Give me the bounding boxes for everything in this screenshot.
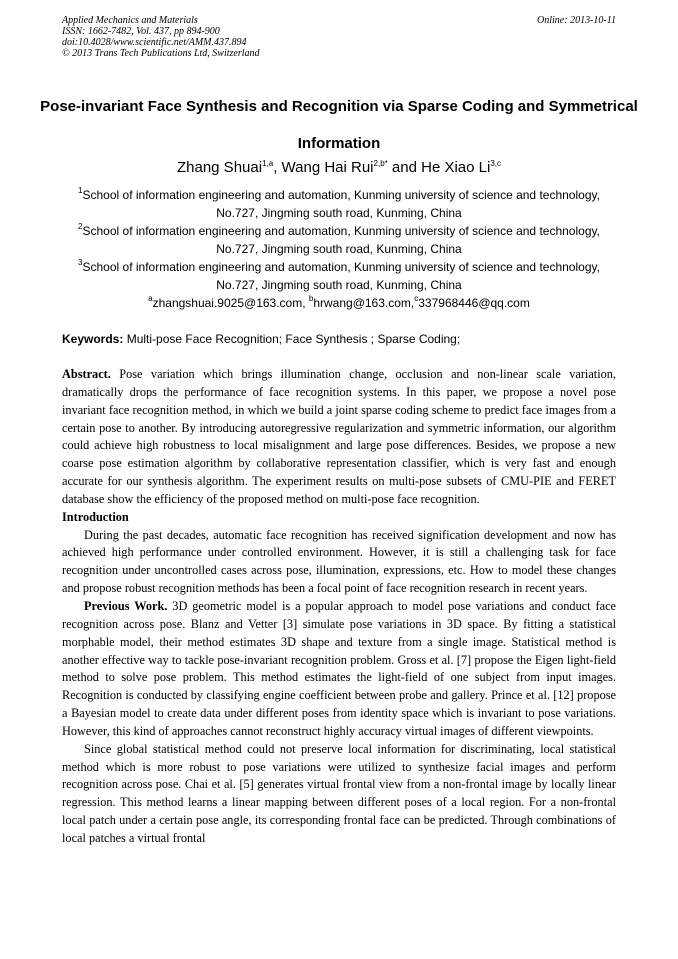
- affiliation-address: No.727, Jingming south road, Kunming, China: [216, 242, 462, 256]
- abstract: [62, 366, 616, 509]
- email-superscript: c: [414, 294, 419, 303]
- affiliation-address: No.727, Jingming south road, Kunming, China: [216, 278, 462, 292]
- affiliation-3: [58, 258, 620, 294]
- journal-name: Applied Mechanics and Materials: [62, 15, 198, 26]
- email-superscript: b: [308, 294, 314, 303]
- email-list: [40, 294, 638, 312]
- affiliation-line: $^1$School of information engineering and automation, Kunming university of science and technology,: [78, 186, 600, 202]
- author-superscript: 2,b*: [373, 159, 388, 168]
- author-name: He Xiao Li: [421, 159, 491, 176]
- intro-paragraph-2: Previous Work. 3D geometric model is a popular approach to model pose variations and conduct face recognition across pose. Blanz and Vetter [3] simulate pose variations in 3D space. By fitting a statistical morphable model, their method estimates 3D shape and texture from a single image. Statistical method is another effective way to tackle pose-invariant recognition problem. Gross et al. [7] propose the Eigen light-field method to solve pose problem. This method estimates the light-field of one subject from input images. Recognition is conducted by classifying engine coefficient between probe and gallery. Prince et al. [12] propose a Bayesian model to create data under different poses from identity space which is invariant to pose variations. However, this kind of approaches cannot reconstruct highly accuracy virtual images of different viewpoints.: [62, 598, 616, 738]
- email-address: hrwang@163.com,: [313, 296, 415, 310]
- paper-body: [62, 366, 616, 848]
- keywords-label: Keywords:: [62, 332, 124, 346]
- affiliation-1: [58, 186, 620, 222]
- issn: ISSN: 1662-7482, Vol. 437, pp 894-900: [62, 26, 220, 37]
- previous-work-label: Previous Work.: [84, 598, 168, 613]
- author-name: Zhang Shuai: [176, 159, 263, 176]
- affiliation-line: $^2$School of information engineering and automation, Kunming university of science and technology,: [78, 222, 600, 238]
- author-superscript: 3,c: [490, 159, 502, 168]
- author-name: Wang Hai Rui: [281, 159, 374, 176]
- affiliation-line: $^3$School of information engineering and automation, Kunming university of science and technology,: [78, 258, 600, 274]
- keywords: [62, 330, 628, 348]
- paper-title: Pose-invariant Face Synthesis and Recognition via Sparse Coding and Symmetrical Information: [40, 98, 638, 152]
- affiliation-number: 2: [78, 222, 83, 231]
- intro-paragraph-3: Since global statistical method could not preserve local information for discriminating, local statistical method which is more robust to pose variations were utilized to synthesize facial images and perform recognition across pose. Chai et al. [5] generates virtual frontal view from a non-frontal image by locally linear regression. This method learns a linear mapping between different poses of a local region. For a non-frontal local patch under a certain pose angle, its corresponding frontal face can be predicted. Through combinations of local patches a virtual frontal: [62, 741, 616, 845]
- author-list: [40, 158, 638, 178]
- intro-paragraph-1: During the past decades, automatic face recognition has received signification development and now has achieved high performance under controlled environment. However, it is still a challenging task for face recognition under uncontrolled cases across pose, illumination, expressions, etc. How to model these changes and propose robust recognition methods has been a focal point of face recognition research in recent years.: [62, 527, 616, 596]
- keywords-text: Multi-pose Face Recognition; Face Synthesis ; Sparse Coding;: [123, 332, 461, 346]
- email-address: zhangshuai.9025@163.com,: [152, 296, 309, 310]
- author-separator: and: [387, 159, 422, 176]
- email-superscript: a: [148, 294, 153, 303]
- section-heading: Introduction: [62, 509, 129, 524]
- author-superscript: 1,a: [262, 159, 274, 168]
- affiliation-number: 1: [78, 186, 83, 195]
- email-address: 337968446@qq.com: [418, 296, 530, 310]
- author-separator: ,: [273, 159, 282, 176]
- doi: doi:10.4028/www.scientific.net/AMM.437.894: [62, 37, 247, 48]
- journal-header: [62, 15, 616, 59]
- copyright: © 2013 Trans Tech Publications Ltd, Switzerland: [62, 48, 260, 59]
- abstract-text: Pose variation which brings illumination change, occlusion and non-linear scale variation, dramatically drops the performance of face recognition systems. In this paper, we propose a novel pose invariant face recognition method, in which we build a joint sparse coding scheme to predict face images from a certain pose to another. By introducing autoregressive regularization and symmetric information, our algorithm could achieve high robustness to local misalignment and large pose differences. Besides, we propose a new coarse pose estimation algorithm by collaborative representation classifier, which is very fast and enough accurate for our synthesis algorithm. The experiment results on multi-pose subsets of CMU-PIE and FERET database show the efficiency of the proposed method on multi-pose face recognition.: [62, 367, 616, 506]
- online-date: Online: 2013-10-11: [537, 15, 616, 26]
- affiliation-address: No.727, Jingming south road, Kunming, China: [216, 206, 462, 220]
- affiliation-number: 3: [78, 258, 83, 267]
- abstract-label: Abstract.: [62, 367, 111, 381]
- affiliation-2: [58, 222, 620, 258]
